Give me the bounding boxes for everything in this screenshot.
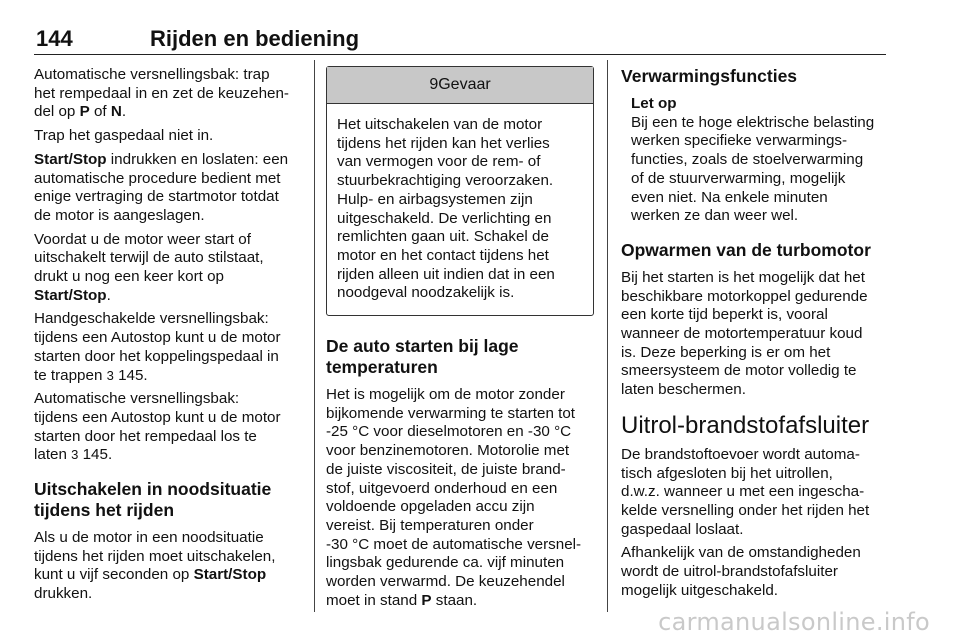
chapter-title: Rijden en bediening (150, 26, 360, 51)
paragraph-auto-transmission: Automatische versnellingsbak: trap het rempedaal in en zet de keuzehen- del op P of N. (34, 66, 289, 121)
note-label: Let op (631, 95, 677, 112)
warning-header (327, 67, 593, 104)
column-2 (326, 66, 594, 615)
paragraph-emergency: Als u de motor in een noodsituatie tijdens het rijden moet uitschakelen, kunt u vijf seconden op Start/Stop drukken. (34, 529, 276, 603)
column-3 (621, 66, 889, 605)
heading-emergency-shutdown: Uitschakelen in noodsituatie tijdens het rijden (34, 479, 272, 521)
page-number: 144 (36, 26, 73, 51)
warning-icon: 9 (429, 75, 439, 93)
paragraph-automatic-autostop: Automatische versnellingsbak: tijdens een Autostop kunt u de motor starten door het rempedaal los te laten 3 145. (34, 390, 281, 464)
column-divider-1 (314, 60, 315, 612)
warning-text: Het uitschakelen van de motor tijdens het rijden kan het verlies van vermogen voor de rem- of stuurbekrachtiging veroorzaken. Hulp- en airbagsystemen zijn uitgeschakeld. De verlichting en remlichten gaan uit. Schakel de motor en het contact tijdens het rijden alleen uit indien dat in een noodgeval noodzakelijk is. (337, 116, 555, 302)
paragraph-fuel-cutoff-1: De brandstoftoevoer wordt automa- tisch afgesloten bij het uitrollen, d.w.z. wanneer u met een ingescha- kelde versnelling onder het rijden het gaspedaal loslaat. (621, 445, 870, 538)
paragraph-start-stop: Start/Stop indrukken en loslaten: een automatische procedure bedient met enige vertraging de startmotor totdat de motor is aangeslagen. (34, 150, 289, 224)
watermark: carmanualsonline.info (658, 608, 930, 636)
heading-heating-functions: Verwarmingsfuncties (621, 66, 798, 86)
page-reference: 145. (113, 366, 148, 384)
heading-fuel-cutoff: Uitrol-brandstofafsluiter (621, 411, 870, 439)
paragraph-manual-autostop: Handgeschakelde versnellingsbak: tijdens een Autostop kunt u de motor starten door het koppelingspedaal in te trappen 3 145. (34, 310, 281, 384)
paragraph-fuel-cutoff-2: Afhankelijk van de omstandigheden wordt de uitrol-brandstofafsluiter mogelijk uitgeschakeld. (621, 544, 861, 599)
page-reference-icon: 3 (106, 367, 114, 383)
paragraph-restart: Voordat u de motor weer start of uitschakelt terwijl de auto stilstaat, drukt u nog een keer kort op Start/Stop. (34, 230, 264, 304)
page-header (34, 22, 886, 55)
paragraph-turbo: Bij het starten is het mogelijk dat het beschikbare motorkoppel gedurende een korte tijd beperkt is, vooral wanneer de motortemperatuur koud is. Deze beperking is er om het smeersysteem de motor volledig te laten beschermen. (621, 268, 868, 399)
paragraph-no-gas: Trap het gaspedaal niet in. (34, 127, 214, 145)
warning-box (326, 66, 594, 316)
note-block (621, 95, 889, 226)
heading-turbo-warmup: Opwarmen van de turbomotor (621, 239, 871, 260)
warning-title: Gevaar (438, 75, 491, 93)
column-1 (34, 66, 302, 609)
page-reference-icon: 3 (71, 447, 79, 463)
paragraph-low-temperature: Het is mogelijk om de motor zonder bijkomende verwarming te starten tot -25 °C voor dieselmotoren en -30 °C voor benzinemotoren. Motorolie met de juiste viscositeit, de juiste brand- stof, uitgevoerd onderhoud en een voldoende opgeladen accu zijn vereist. Bij temperaturen onder -30 °C moet de automatische versnel- lingsbak gedurende ca. vijf minuten worden verwarmd. De keuzehendel moet in stand P staan. (326, 386, 582, 609)
heading-low-temperature: De auto starten bij lage temperaturen (326, 336, 519, 378)
column-divider-2 (607, 60, 608, 612)
page-reference: 145. (78, 446, 113, 464)
note-text: Bij een te hoge elektrische belasting werken specifieke verwarmings- functies, zoals de stoelverwarming of de stuurverwarming, mogelijk even niet. Na enkele minuten werken ze dan weer wel. (631, 113, 875, 225)
